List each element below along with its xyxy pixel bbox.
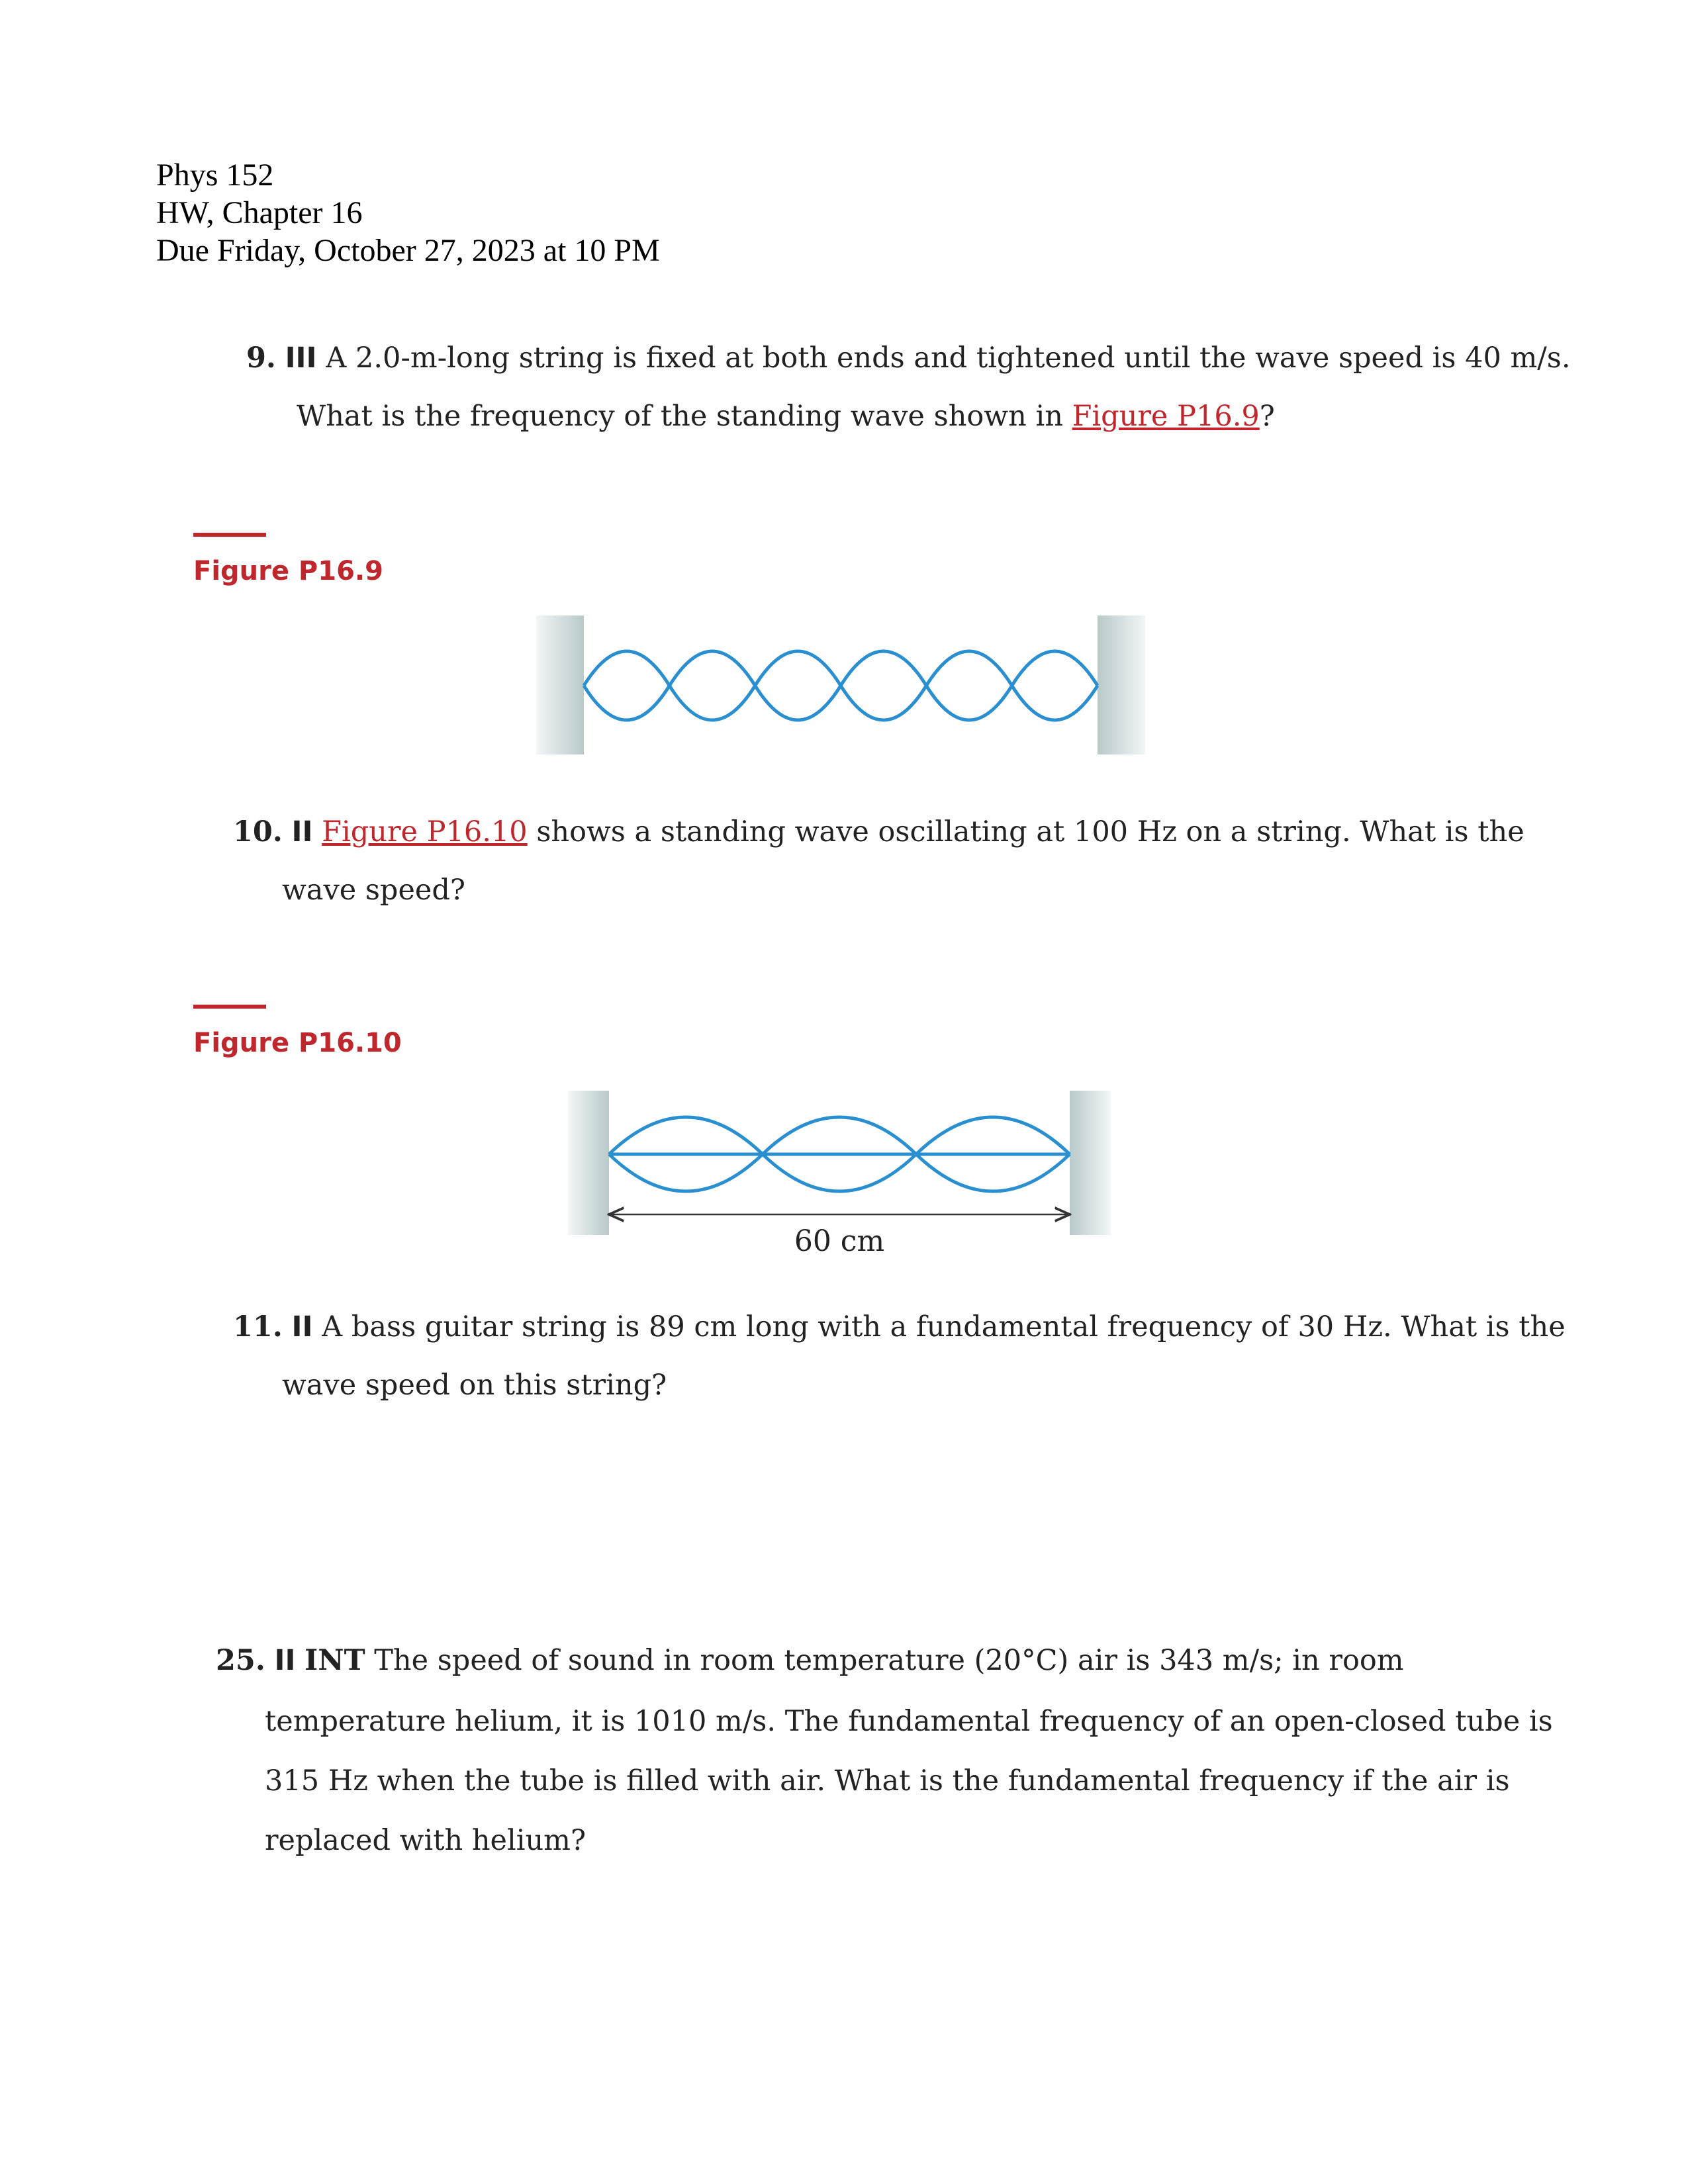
right-wall — [1098, 615, 1145, 754]
problem-number: 9. — [246, 341, 276, 375]
wave-loop — [1012, 686, 1098, 720]
left-wall — [536, 615, 584, 754]
figure-link-p16-10[interactable]: Figure P16.10 — [322, 815, 528, 848]
wave-loop — [755, 651, 841, 686]
wave-loop — [916, 1154, 1070, 1191]
difficulty-rank: III — [285, 341, 317, 375]
due-date: Due Friday, October 27, 2023 at 10 PM — [156, 233, 660, 268]
wave-loop — [669, 651, 755, 686]
wave-loop — [916, 1117, 1070, 1154]
right-wall — [1070, 1091, 1111, 1235]
wave-loop — [926, 686, 1011, 720]
wave-loop — [584, 651, 669, 686]
wave-loop — [926, 651, 1011, 686]
figure-p16-9 — [536, 615, 1145, 761]
course-name: Phys 152 — [156, 158, 274, 193]
dimension-label: 60 cm — [794, 1224, 885, 1256]
problem-25-line-2: temperature helium, it is 1010 m/s. The fundamental frequency of an open-closed tube is — [265, 1705, 1553, 1738]
wave-loop — [763, 1154, 916, 1191]
wave-loop — [841, 651, 926, 686]
wave-loop — [1012, 651, 1098, 686]
figure-label-p16-10: Figure P16.10 — [193, 1028, 402, 1058]
problem-number: 10. — [233, 815, 283, 848]
integrated-tag: INT — [305, 1644, 365, 1677]
figure-p16-10 — [568, 1091, 1111, 1256]
standing-wave-diagram — [568, 1091, 1111, 1256]
difficulty-rank: II — [274, 1644, 296, 1677]
wave-loop — [669, 686, 755, 720]
problem-25 — [216, 1629, 1553, 1870]
problem-9 — [246, 329, 1571, 445]
wave-loop — [841, 686, 926, 720]
problem-text: shows a standing wave oscillating at 100 Hz on a string. What is the — [527, 815, 1524, 848]
figure-label-p16-9: Figure P16.9 — [193, 556, 383, 586]
problem-number: 11. — [233, 1310, 283, 1343]
assignment-title: HW, Chapter 16 — [156, 195, 363, 230]
problem-25-line-3: 315 Hz when the tube is filled with air. What is the fundamental frequency if the air is — [265, 1764, 1510, 1797]
problem-10 — [233, 803, 1524, 919]
problem-number: 25. — [216, 1644, 265, 1677]
figure-link-p16-9[interactable]: Figure P16.9 — [1072, 400, 1260, 433]
problem-25-line-1 — [216, 1629, 1553, 1692]
difficulty-rank: II — [291, 1310, 313, 1343]
problem-text: What is the frequency of the standing wave shown in — [297, 400, 1072, 433]
problem-text: A bass guitar string is 89 cm long with a fundamental frequency of 30 Hz. What is the — [322, 1310, 1566, 1343]
document-header — [156, 156, 660, 269]
standing-wave-diagram — [536, 615, 1145, 761]
difficulty-rank: II — [291, 815, 313, 848]
left-wall — [568, 1091, 609, 1235]
problem-11 — [233, 1298, 1566, 1414]
problem-10-line-1 — [233, 803, 1524, 861]
wave-loop — [609, 1117, 763, 1154]
problem-9-line-2 — [246, 387, 1571, 445]
problem-text: A 2.0-m-long string is fixed at both ends and tightened until the wave speed is 40 m/s. — [326, 341, 1571, 375]
wave-loop — [763, 1117, 916, 1154]
figure-rule — [193, 533, 266, 537]
problem-11-line-1 — [233, 1298, 1566, 1356]
problem-text: The speed of sound in room temperature (20°C) air is 343 m/s; in room — [374, 1644, 1404, 1677]
problem-text: ? — [1259, 400, 1275, 433]
wave-loop — [584, 686, 669, 720]
wave-loop — [609, 1154, 763, 1191]
problem-11-line-2: wave speed on this string? — [282, 1369, 667, 1402]
figure-rule — [193, 1005, 266, 1009]
problem-9-line-1 — [246, 329, 1571, 387]
problem-25-line-4: replaced with helium? — [265, 1824, 586, 1857]
problem-10-line-2: wave speed? — [282, 874, 465, 907]
wave-loop — [755, 686, 841, 720]
